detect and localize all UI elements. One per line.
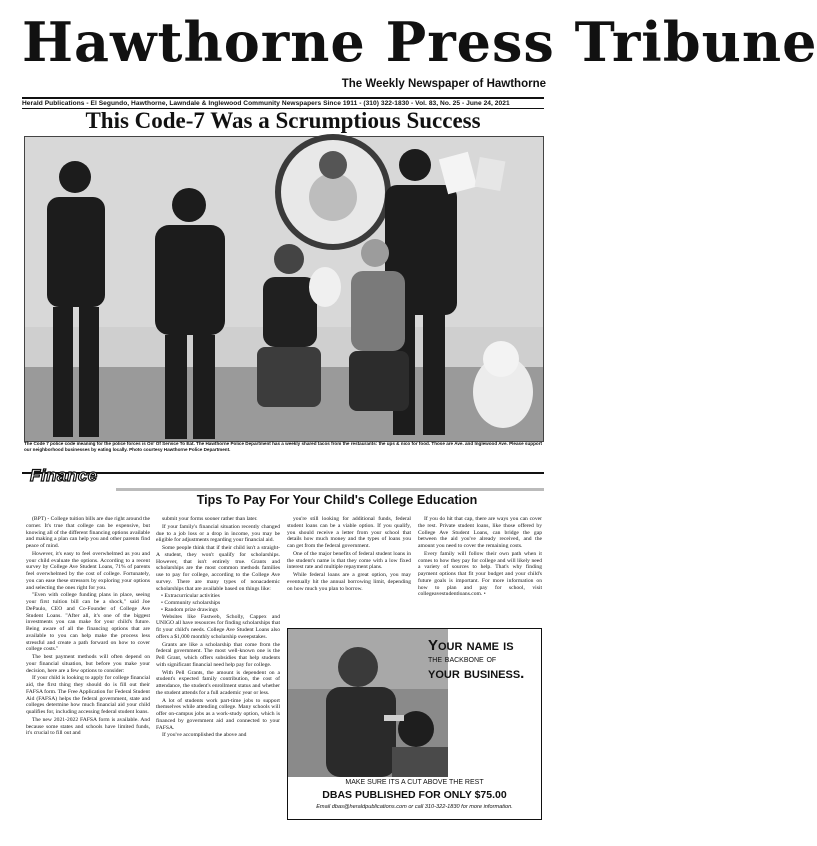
ad-tagline: MAKE SURE ITS A CUT ABOVE THE REST bbox=[345, 779, 484, 786]
ad-line-1: Your name is bbox=[428, 637, 514, 654]
front-page-photo bbox=[24, 136, 544, 442]
paragraph: If you've accomplished the above and bbox=[162, 732, 247, 739]
article-column-3 bbox=[287, 516, 411, 628]
paragraph: Websites like Fastweb, Scholly, Cappex and UNIGO all have resources for finding scholarships that fit your child's needs. College Ave Student Loans also offers a $1,000 monthly scholarship sweepstakes. bbox=[156, 613, 280, 640]
paragraph: One of the major benefits of federal student loans in the student's name is that they come with a low fixed interest rate and multiple repayment plans. bbox=[287, 550, 411, 571]
paragraph: The new 2021-2022 FAFSA form is available. And because some states and schools have limited funds, it's crucial to fill out and bbox=[26, 716, 150, 737]
section-label-finance: Finance bbox=[30, 466, 98, 485]
paragraph: Every family will follow their own path when it comes to how they pay for college and will likely need a variety of sources to help. That's why finding payment options that fit your budget and your child's future goals is important. For more information on how to plan and pay for school, visit collegeavestudentloans.com. • bbox=[418, 550, 542, 598]
paragraph: If your family's financial situation recently changed due to a job loss or a drop in income, you may be eligible for adjustments regarding your financial aid. bbox=[156, 523, 280, 544]
article-column-2 bbox=[156, 516, 280, 836]
paragraph: The best payment methods will often depend on your financial situation, but before you make your decision, here are a few options to consider: bbox=[26, 654, 150, 674]
ad-line-2: the backbone of bbox=[428, 654, 497, 665]
list-item: • Community scholarships bbox=[161, 600, 280, 607]
paragraph: Some people think that if their child isn't a straight-A student, they won't qualify for scholarships. However, that isn't entirely true. Grants and scholarships are the most common methods families use to pay for college, according to the College Ave survey. There are many types of nonacademic scholarships that are available based on things like: bbox=[156, 545, 280, 592]
article-column-1 bbox=[26, 516, 150, 836]
ad-contact: Email dbas@heraldpublications.com or call 310-322-1830 for more information. bbox=[316, 804, 513, 810]
paragraph: However, it's easy to feel overwhelmed as you and your child evaluate the options. According to a recent survey by College Ave Student Loans, 71% of parents feel overwhelmed by the cost of college. Fortunately, you can ease these stressors by exploring your options and selecting the ones right for you. bbox=[26, 550, 150, 591]
paragraph: With Pell Grants, the amount is dependent on a student's expected family contribution, the cost of attendance, the student's enrollment status and whether the student attends for a full academic year or less. bbox=[156, 669, 280, 696]
paragraph: Grants are like a scholarship that come from the federal government. The most well-known one is the Pell Grant, which offers subsidies that help students with significant financial need help pay for college. bbox=[156, 641, 280, 668]
dateline: Herald Publications - El Segundo, Hawthorne, Lawndale & Inglewood Community Newspapers Since 1911 - (310) 322-1830 - Vol. 83, No. 25 - June 24, 2021 bbox=[22, 100, 510, 107]
scholarship-list bbox=[156, 593, 280, 613]
photo-illustration bbox=[25, 137, 543, 441]
paragraph: you're still looking for additional funds, federal student loans can be a viable option. If you qualify, you should receive a letter from your school that details how much money and the types of loans you can get from the federal government. bbox=[287, 516, 411, 549]
paragraph: If your child is looking to apply for college financial aid, the first thing they should do is fill out their FAFSA form. The Free Application for Federal Student Aid (FAFSA) helps the federal government, state and colleges determine how much financial aid your child qualifies for, including accessing federal student loans. bbox=[26, 675, 150, 715]
paragraph: If you do hit that cap, there are ways you can cover the rest. Private student loans, like those offered by College Ave Student Loans, can bridge the gap between the aid you've already received, and the amount you need to cover the remaining costs. bbox=[418, 516, 542, 549]
article-column-4 bbox=[418, 516, 542, 628]
dba-advertisement bbox=[287, 628, 542, 820]
ad-price: DBAS PUBLISHED FOR ONLY $75.00 bbox=[322, 789, 507, 801]
paragraph: While federal loans are a great option, you may eventually hit the annual borrowing limit, depending on how much you plan to borrow. bbox=[287, 572, 411, 592]
newspaper-title: Hawthorne Press Tribune bbox=[22, 10, 817, 74]
ad-headline bbox=[428, 639, 536, 681]
paragraph: (BPT) - College tuition bills are due right around the corner. It's true that college can be expensive, but knowing all of the different financing options available and making a plan can help you and other parents find peace of mind. bbox=[26, 516, 150, 549]
section-rule bbox=[116, 488, 544, 491]
top-rule bbox=[22, 97, 544, 99]
paragraph: A lot of students work part-time jobs to support themselves while attending college. Many schools will offer on-campus jobs as a work-study option, which is financed by government aid and connected to your FAFSA. bbox=[156, 697, 280, 731]
newspaper-subtitle: The Weekly Newspaper of Hawthorne bbox=[341, 78, 546, 90]
photo-caption: The Code 7 police code meaning for the police forces is On' Of Service To Eat. The Hawthorne Police Department has a weekly shared tacos from the restaurants: the ups & nico for food. Those are Ave. and Inglewood Ave. Please support our neighborhood businesses by eating locally. Photo courtesy Hawthorne Police Department. bbox=[24, 441, 543, 452]
ad-line-3: your business. bbox=[428, 665, 525, 682]
list-item: • Random prize drawings bbox=[161, 607, 280, 614]
section-divider bbox=[22, 472, 544, 488]
barber-photo bbox=[288, 629, 448, 777]
article-headline: Tips To Pay For Your Child's College Education bbox=[196, 493, 478, 507]
masthead bbox=[22, 10, 817, 98]
main-headline: This Code-7 Was a Scrumptious Success bbox=[85, 108, 481, 133]
list-item: • Extracurricular activities bbox=[161, 593, 280, 600]
paragraph: "Even with college funding plans in place, seeing your first tuition bill can be a shock," said Joe DePaulo, CEO and Co-Founder of College Ave Student Loans. "After all, it's one of the biggest investments you can make for your child's future. Being aware of all the financing options that are available to you can help make the process less stressful and create a path forward on how to cover college costs." bbox=[26, 592, 150, 653]
paragraph: submit your forms sooner rather than later. bbox=[162, 516, 258, 522]
